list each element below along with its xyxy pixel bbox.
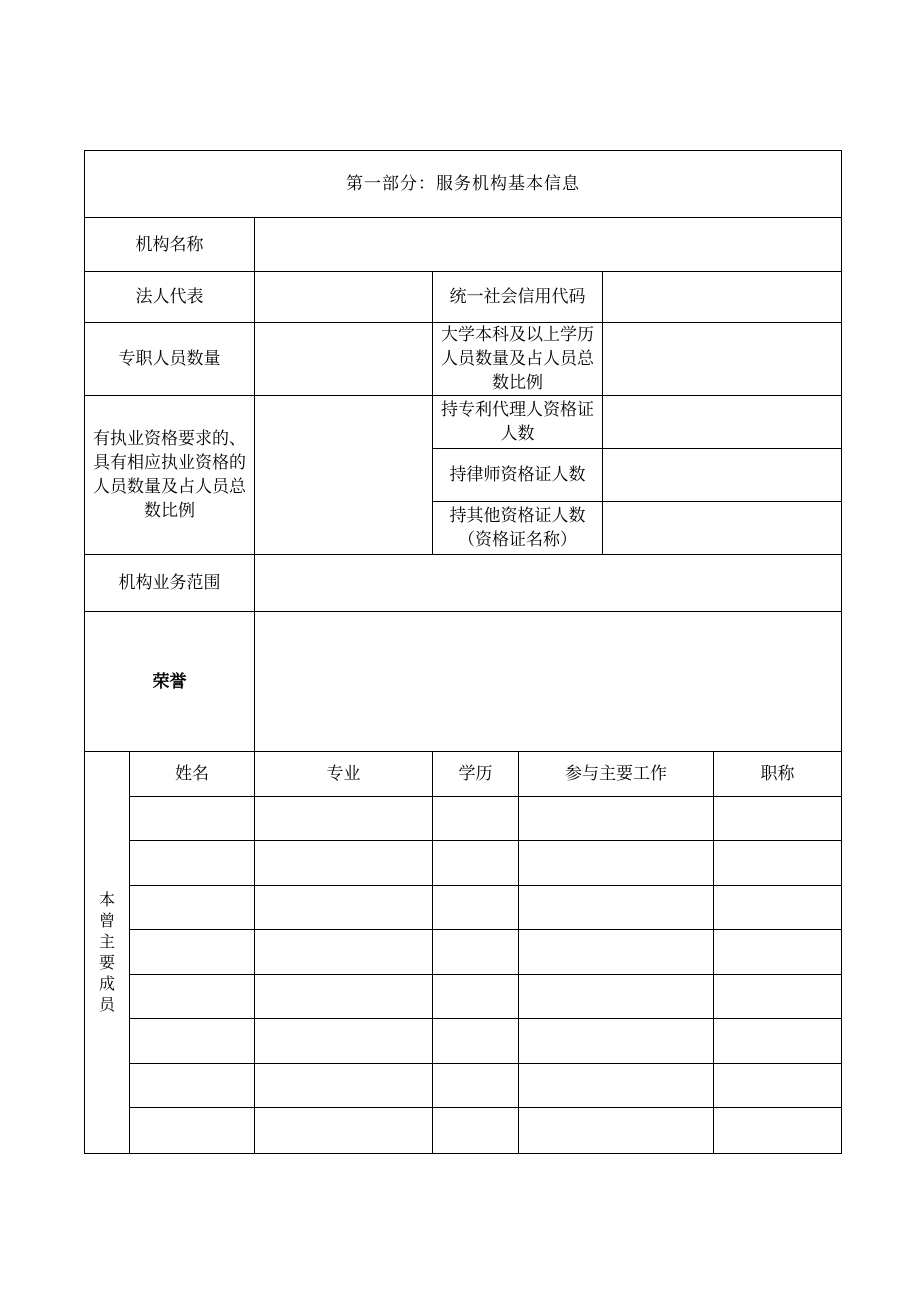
members-section-label [85, 752, 130, 1154]
member-title-cell[interactable] [714, 975, 842, 1019]
member-major-cell[interactable] [255, 841, 433, 886]
bachelor-ratio-field[interactable] [603, 323, 842, 396]
org-name-label: 机构名称 [85, 218, 255, 272]
member-name-cell[interactable] [130, 1108, 255, 1154]
member-education-cell[interactable] [433, 1108, 519, 1154]
other-cert-label [433, 502, 603, 555]
table-row [85, 886, 842, 930]
member-major-cell[interactable] [255, 1064, 433, 1108]
member-work-cell[interactable] [519, 930, 714, 975]
table-row [85, 1064, 842, 1108]
table-row [85, 1019, 842, 1064]
staff-count-label: 专职人员数量 [85, 323, 255, 396]
member-work-cell[interactable] [519, 1064, 714, 1108]
member-education-cell[interactable] [433, 1019, 519, 1064]
members-vertical-label: 本曾主要成员 [98, 889, 115, 1014]
header-title: 职称 [714, 752, 842, 797]
member-name-cell[interactable] [130, 930, 255, 975]
member-title-cell[interactable] [714, 1064, 842, 1108]
staff-count-field[interactable] [255, 323, 433, 396]
header-main-work: 参与主要工作 [519, 752, 714, 797]
member-education-cell[interactable] [433, 886, 519, 930]
member-work-cell[interactable] [519, 1019, 714, 1064]
member-major-cell[interactable] [255, 886, 433, 930]
member-education-cell[interactable] [433, 797, 519, 841]
honors-field[interactable] [255, 612, 842, 752]
member-name-cell[interactable] [130, 975, 255, 1019]
other-cert-field[interactable] [603, 502, 842, 555]
patent-agent-field[interactable] [603, 396, 842, 449]
table-row [85, 975, 842, 1019]
member-name-cell[interactable] [130, 886, 255, 930]
member-work-cell[interactable] [519, 797, 714, 841]
member-title-cell[interactable] [714, 797, 842, 841]
table-row [85, 841, 842, 886]
member-title-cell[interactable] [714, 1108, 842, 1154]
qualified-ratio-label: 有执业资格要求的、具有相应执业资格的人员数量及占人员总数比例 [85, 396, 255, 555]
member-education-cell[interactable] [433, 975, 519, 1019]
legal-rep-label: 法人代表 [85, 272, 255, 323]
member-major-cell[interactable] [255, 1108, 433, 1154]
credit-code-label: 统一社会信用代码 [433, 272, 603, 323]
member-work-cell[interactable] [519, 841, 714, 886]
business-scope-label: 机构业务范围 [85, 555, 255, 612]
credit-code-field[interactable] [603, 272, 842, 323]
member-name-cell[interactable] [130, 797, 255, 841]
member-major-cell[interactable] [255, 975, 433, 1019]
lawyer-field[interactable] [603, 449, 842, 502]
table-row [85, 930, 842, 975]
member-work-cell[interactable] [519, 975, 714, 1019]
business-scope-field[interactable] [255, 555, 842, 612]
member-name-cell[interactable] [130, 1019, 255, 1064]
member-major-cell[interactable] [255, 1019, 433, 1064]
member-work-cell[interactable] [519, 1108, 714, 1154]
header-education: 学历 [433, 752, 519, 797]
bachelor-ratio-label: 大学本科及以上学历人员数量及占人员总数比例 [433, 323, 603, 396]
service-org-info-form [84, 150, 842, 1154]
qualified-ratio-field[interactable] [255, 396, 433, 555]
table-row [85, 1108, 842, 1154]
other-cert-label-line2: （资格证名称） [458, 530, 577, 550]
org-name-field[interactable] [255, 218, 842, 272]
table-row [85, 797, 842, 841]
member-education-cell[interactable] [433, 930, 519, 975]
member-major-cell[interactable] [255, 797, 433, 841]
member-work-cell[interactable] [519, 886, 714, 930]
lawyer-label: 持律师资格证人数 [433, 449, 603, 502]
member-title-cell[interactable] [714, 930, 842, 975]
header-major: 专业 [255, 752, 433, 797]
member-title-cell[interactable] [714, 886, 842, 930]
member-title-cell[interactable] [714, 841, 842, 886]
member-major-cell[interactable] [255, 930, 433, 975]
header-name: 姓名 [130, 752, 255, 797]
patent-agent-label: 持专利代理人资格证人数 [433, 396, 603, 449]
other-cert-label-line1: 持其他资格证人数 [449, 506, 586, 526]
member-education-cell[interactable] [433, 1064, 519, 1108]
member-education-cell[interactable] [433, 841, 519, 886]
member-name-cell[interactable] [130, 841, 255, 886]
member-title-cell[interactable] [714, 1019, 842, 1064]
member-name-cell[interactable] [130, 1064, 255, 1108]
legal-rep-field[interactable] [255, 272, 433, 323]
honors-label: 荣誉 [85, 612, 255, 752]
form-title: 第一部分：服务机构基本信息 [85, 151, 842, 218]
